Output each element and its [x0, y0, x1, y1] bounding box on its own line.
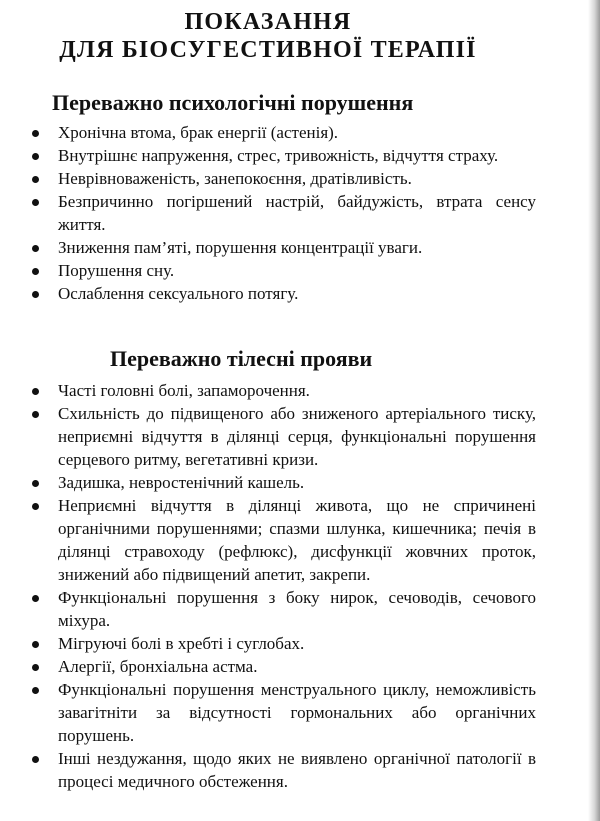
bullet-icon — [32, 199, 39, 206]
list-item — [28, 121, 536, 144]
list-item-text: Функціональні порушення менструального циклу, неможливість завагітніти за відсутності гормональних або органічних порушень. — [58, 680, 536, 745]
bullet-icon — [32, 756, 39, 763]
list-item-text: Зниження пам’яті, порушення концентрації уваги. — [58, 238, 423, 257]
list-item-text: Схильність до підвищеного або зниженого артеріального тиску, неприємні відчуття в ділянці серця, функціональні порушення серцевого ритму, вегетативні кризи. — [58, 404, 536, 469]
list-item-text: Функціональні порушення з боку нирок, сечоводів, сечового міхура. — [58, 588, 536, 630]
list-item-text: Внутрішнє напруження, стрес, тривожність, відчуття страху. — [58, 146, 499, 165]
page-edge-shadow — [588, 0, 600, 821]
bullet-icon — [32, 503, 39, 510]
section-heading-somatic: Переважно тілесні прояви — [110, 346, 373, 371]
list-item — [28, 402, 536, 471]
page-title-line-2: ДЛЯ БІОСУГЕСТИВНОЇ ТЕРАПІЇ — [59, 37, 477, 63]
section-heading-psychological: Переважно психологічні порушення — [52, 90, 414, 115]
bullet-icon — [32, 595, 39, 602]
list-item — [28, 259, 536, 282]
list-item-text: Неприємні відчуття в ділянці живота, що не спричинені органічними порушеннями; спазми шлунка, кишечника; печія в ділянці стравоходу (рефлюкс), дисфункції жовчних проток, знижений або підвищений апетит, закрепи. — [58, 496, 536, 584]
bullet-icon — [32, 641, 39, 648]
list-item-text: Інші нездужання, щодо яких не виявлено органічної патології в процесі медичного обстеження. — [58, 749, 536, 791]
somatic-symptoms-list — [28, 379, 536, 793]
bullet-icon — [32, 480, 39, 487]
list-item-text: Алергії, бронхіальна астма. — [58, 657, 258, 676]
list-item-text: Порушення сну. — [58, 261, 175, 280]
bullet-icon — [32, 130, 39, 137]
list-item — [28, 494, 536, 586]
list-item — [28, 190, 536, 236]
list-item — [28, 747, 536, 793]
list-item-text: Неврівноваженість, занепокоєння, дратівливість. — [58, 169, 412, 188]
bullet-icon — [32, 411, 39, 418]
list-item-text: Ослаблення сексуального потягу. — [58, 284, 299, 303]
list-item-text: Задишка, невростенічний кашель. — [58, 473, 305, 492]
list-item-text: Безпричинно погіршений настрій, байдужість, втрата сенсу життя. — [58, 192, 536, 234]
list-item — [28, 144, 536, 167]
list-item — [28, 586, 536, 632]
list-item — [28, 678, 536, 747]
list-item — [28, 379, 536, 402]
list-item — [28, 282, 536, 305]
list-item-text: Часті головні болі, запаморочення. — [58, 381, 310, 400]
bullet-icon — [32, 268, 39, 275]
list-item — [28, 236, 536, 259]
bullet-icon — [32, 176, 39, 183]
list-item — [28, 471, 536, 494]
bullet-icon — [32, 245, 39, 252]
bullet-icon — [32, 291, 39, 298]
list-item — [28, 167, 536, 190]
bullet-icon — [32, 687, 39, 694]
list-item-text: Мігруючі болі в хребті і суглобах. — [58, 634, 305, 653]
page-title-line-1: ПОКАЗАННЯ — [184, 9, 352, 35]
list-item — [28, 632, 536, 655]
psychological-disorders-list — [28, 121, 536, 305]
bullet-icon — [32, 664, 39, 671]
bullet-icon — [32, 388, 39, 395]
list-item — [28, 655, 536, 678]
bullet-icon — [32, 153, 39, 160]
list-item-text: Хронічна втома, брак енергії (астенія). — [58, 123, 339, 142]
